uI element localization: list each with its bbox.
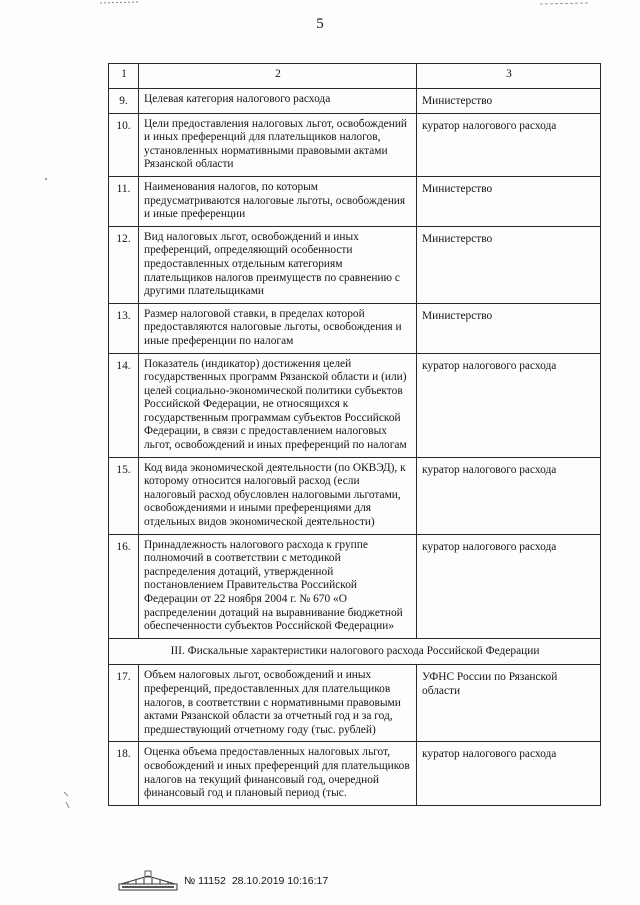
table-row	[109, 89, 601, 114]
row-responsible: куратор налогового расхода	[417, 742, 601, 805]
row-description: Целевая категория налогового расхода	[139, 89, 417, 114]
table-row	[109, 226, 601, 303]
section-heading-row	[109, 638, 601, 665]
header-cell: 3	[417, 64, 601, 89]
table-row	[109, 534, 601, 638]
table-row	[109, 113, 601, 176]
row-description: Объем налоговых льгот, освобождений и иных преференций, предоставленных для плательщиков налогов, в соответствии с нормативными правовыми актами Рязанской области за отчетный год и за год, предшествующий отчетному году (тыс. рублей)	[139, 665, 417, 742]
section-heading: III. Фискальные характеристики налогового расхода Российской Федерации	[109, 638, 601, 665]
row-number: 17.	[109, 665, 139, 742]
row-responsible: Министерство	[417, 226, 601, 303]
row-description: Вид налоговых льгот, освобождений и иных преференций, определяющий особенности предоставленных отдельным категориям плательщиков налогов преимуществ по сравнению с другими плательщиками	[139, 226, 417, 303]
row-description: Код вида экономической деятельности (по ОКВЭД), к которому относится налоговый расход (если налоговый расход обусловлен налоговыми льготами, освобождениями и иными преференциями для отдельных видов экономической деятельности)	[139, 457, 417, 534]
scan-noise-left-bottom	[62, 790, 72, 810]
table-row	[109, 353, 601, 457]
table-row	[109, 665, 601, 742]
row-responsible: куратор налогового расхода	[417, 353, 601, 457]
row-responsible: куратор налогового расхода	[417, 534, 601, 638]
table-row	[109, 742, 601, 805]
table-header-row	[109, 64, 601, 89]
document-timestamp: 28.10.2019 10:16:17	[231, 875, 329, 887]
header-cell: 2	[139, 64, 417, 89]
row-description: Размер налоговой ставки, в пределах которой предоставляются налоговые льготы, освобождения и иные преференции по налогам	[139, 303, 417, 353]
row-responsible: Министерство	[417, 89, 601, 114]
row-responsible: УФНС России по Рязанской области	[417, 665, 601, 742]
government-building-logo	[118, 870, 178, 892]
row-description: Наименования налогов, по которым предусматриваются налоговые льготы, освобождения и иные преференции	[139, 176, 417, 226]
table-row	[109, 303, 601, 353]
row-number: 9.	[109, 89, 139, 114]
table-row	[109, 176, 601, 226]
row-number: 15.	[109, 457, 139, 534]
row-description: Цели предоставления налоговых льгот, освобождений и иных преференций для плательщиков налогов, установленных нормативными правовыми актами Рязанской области	[139, 113, 417, 176]
row-responsible: Министерство	[417, 176, 601, 226]
data-table	[108, 63, 601, 806]
row-responsible: куратор налогового расхода	[417, 113, 601, 176]
page-number: 5	[316, 16, 324, 32]
row-number: 12.	[109, 226, 139, 303]
row-responsible: Министерство	[417, 303, 601, 353]
table-row	[109, 457, 601, 534]
scan-noise-top-right	[540, 0, 590, 8]
document-registration-number: № 11152	[184, 875, 226, 887]
row-description: Показатель (индикатор) достижения целей государственных программ Рязанской области и (или) целей социально-экономической политики субъектов Российской Федерации, не относящихся к государственным программам субъектов Российской Федерации, в связи с предоставлением налоговых льгот, освобождений и иных преференций по налогам	[139, 353, 417, 457]
row-number: 18.	[109, 742, 139, 805]
scan-noise-top-left	[100, 0, 140, 6]
row-description: Принадлежность налогового расхода к группе полномочий в соответствии с методикой распределения дотаций, утвержденной постановлением Правительства Российской Федерации от 22 ноября 2004 г. № 670 «О распределении дотаций на выравнивание бюджетной обеспеченности субъектов Российской Федерации»	[139, 534, 417, 638]
row-number: 16.	[109, 534, 139, 638]
row-number: 14.	[109, 353, 139, 457]
row-responsible: куратор налогового расхода	[417, 457, 601, 534]
scan-noise-left	[44, 176, 48, 182]
row-number: 13.	[109, 303, 139, 353]
header-cell: 1	[109, 64, 139, 89]
row-number: 10.	[109, 113, 139, 176]
document-footer	[118, 871, 328, 891]
row-description: Оценка объема предоставленных налоговых льгот, освобождений и иных преференций для плательщиков налогов на текущий финансовый год, очередной финансовый год и плановый период (тыс.	[139, 742, 417, 805]
row-number: 11.	[109, 176, 139, 226]
